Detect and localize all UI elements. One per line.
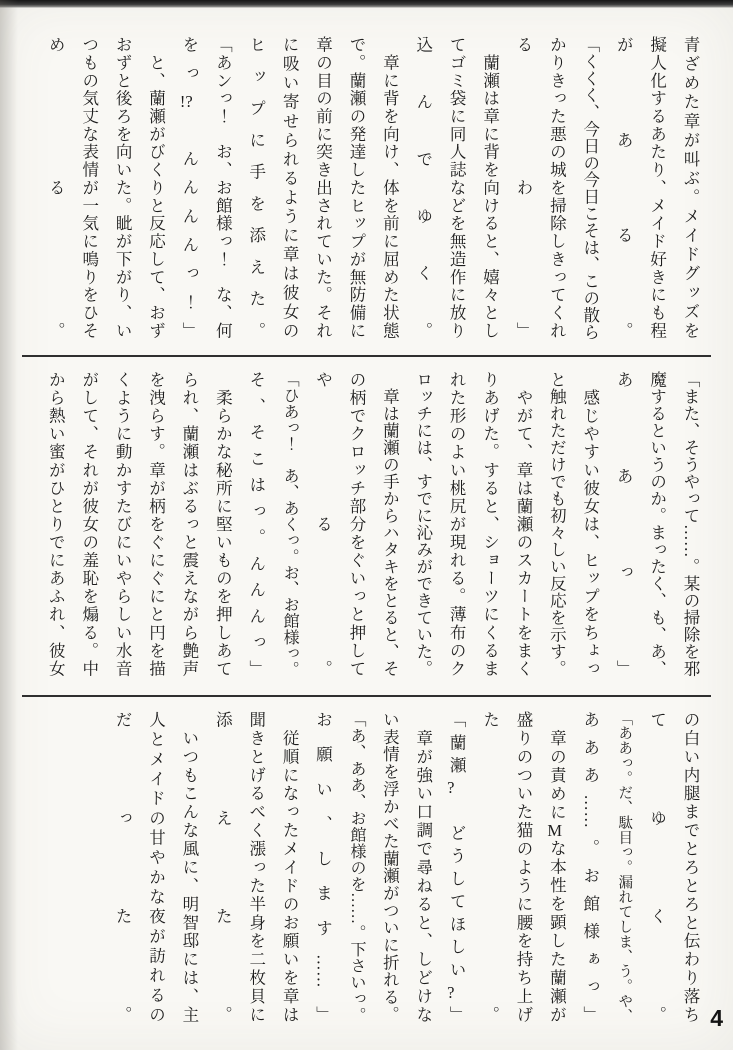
text-column: そ、そこはっ。んんんっ」 (246, 371, 266, 677)
text-column: あああ……。お館様ぁっ」 (580, 711, 600, 1023)
text-column: ロッチには、すでに沁みができていた。 (413, 371, 433, 677)
text-column: をっ!? んんんんっ！」 (179, 36, 199, 339)
text-column: から熱い蜜がひとりでにあふれ、彼女 (46, 371, 66, 677)
text-column: 章の目の前に突き出されていた。それ (313, 36, 333, 339)
text-column: りあげた。すると、ショーツにくるま (480, 371, 500, 677)
text-column: 「あンっ！ お、お館様っ！ な、何 (213, 36, 233, 339)
scan-edge-left (0, 0, 18, 1050)
text-column: い表情を浮かべた蘭瀬がついに折れる。 (380, 711, 400, 1023)
page-number: 4 (710, 1005, 723, 1031)
text-column: 蘭瀬は章に背を向けると、嬉々とし (480, 36, 500, 339)
text-section-top (30, 36, 707, 339)
text-column: てゴミ袋に同人誌などを無造作に放り (447, 36, 467, 339)
text-column: いつもこんな風に、明智邸には、主 (179, 711, 199, 1023)
text-column: 魔するというのか。まったく、も、あ、 (647, 371, 667, 677)
text-column: で。蘭瀬の発達したヒップが無防備に (346, 36, 366, 339)
text-column: お願い、します……」 (313, 711, 333, 1023)
text-column: める。 (46, 36, 66, 339)
text-column: 「また、そうやって……。某の掃除を邪 (681, 371, 700, 677)
text-column: 「ああっ。だ、駄目っ。漏れてしま、う。や、 (616, 711, 633, 1023)
text-column: 込んでゆく。 (413, 36, 433, 339)
text-column: かりきった悪の城を掃除しきってくれ (547, 36, 567, 339)
text-column: くように動かすたびにいやらしい水音 (113, 371, 133, 677)
text-column: 章が強い口調で尋ねると、しどけな (413, 711, 433, 1023)
section-divider-1 (22, 355, 711, 357)
text-column: おずと後ろを向いた。眦が下がり、い (113, 36, 133, 339)
text-column: 青ざめた章が叫ぶ。メイドグッズを (681, 36, 700, 339)
text-column: 章に背を向け、体を前に屈めた状態 (380, 36, 400, 339)
text-column: やがて、章は蘭瀬のスカートをまく (513, 371, 533, 677)
text-column: るわ」 (513, 36, 533, 339)
text-column: 感じやすい彼女は、ヒップをちょっ (580, 371, 600, 677)
text-section-middle (30, 371, 707, 677)
text-column: 添えた。 (213, 711, 233, 1023)
text-column: 人とメイドの甘やかな夜が訪れるの (146, 711, 166, 1023)
text-column: ヒップに手を添えた。 (246, 36, 266, 339)
text-column: 盛りのついた猫のように腰を持ち上げ (513, 711, 533, 1023)
text-column: やる。 (313, 371, 333, 677)
text-column: がして、それが彼女の羞恥を煽る。中 (79, 371, 99, 677)
text-column: 従順になったメイドのお願いを章は (280, 711, 300, 1023)
text-column: 章は蘭瀬の手からハタキをとると、そ (380, 371, 400, 677)
text-column: 「あ、ああ、お館様のを……。下さいっ。 (347, 711, 365, 1023)
text-column: た。 (480, 711, 500, 1023)
text-column: と、蘭瀬がびくりと反応して、おず (146, 36, 166, 339)
text-column: を洩らす。章が柄をぐにぐにと円を描 (146, 371, 166, 677)
text-column: に吸い寄せられるように章は彼女の (280, 36, 300, 339)
text-column: と触れただけでも初々しい反応を示す。 (547, 371, 567, 677)
text-column: つもの気丈な表情が一気に鳴りをひそ (79, 36, 99, 339)
text-column: の白い内腿までとろとろと伝わり落ち (681, 711, 700, 1023)
text-column: 擬人化するあたり、メイド好きにも程 (647, 36, 667, 339)
scan-edge-top (0, 0, 733, 8)
text-column: 「ひあっ！ あ、あくっ。お、お館様っ。 (281, 371, 299, 677)
text-column: がある。 (614, 36, 634, 339)
text-column: 章の責めにMな本性を顕した蘭瀬が (547, 711, 567, 1023)
text-section-bottom (30, 711, 707, 1023)
text-column: 柔らかな秘所に堅いものを押しあて (213, 371, 233, 677)
text-column: 「蘭瀬? どうしてほしい?」 (447, 711, 467, 1023)
text-column: の柄でクロッチ部分をぐいっと押して (346, 371, 366, 677)
text-column: ああっ」 (614, 371, 634, 677)
text-column: だった。 (113, 711, 133, 1023)
text-column: られ、蘭瀬はぶるっと震えながら艶声 (179, 371, 199, 677)
text-column: てゆく。 (647, 711, 667, 1023)
text-column: れた形のよい桃尻が現れる。薄布のク (447, 371, 467, 677)
section-divider-2 (22, 695, 711, 697)
text-column: 「くくく、今日の今日こそは、この散ら (580, 36, 600, 341)
text-column: 聞きとげるべく漲った半身を二枚貝に (246, 711, 266, 1023)
